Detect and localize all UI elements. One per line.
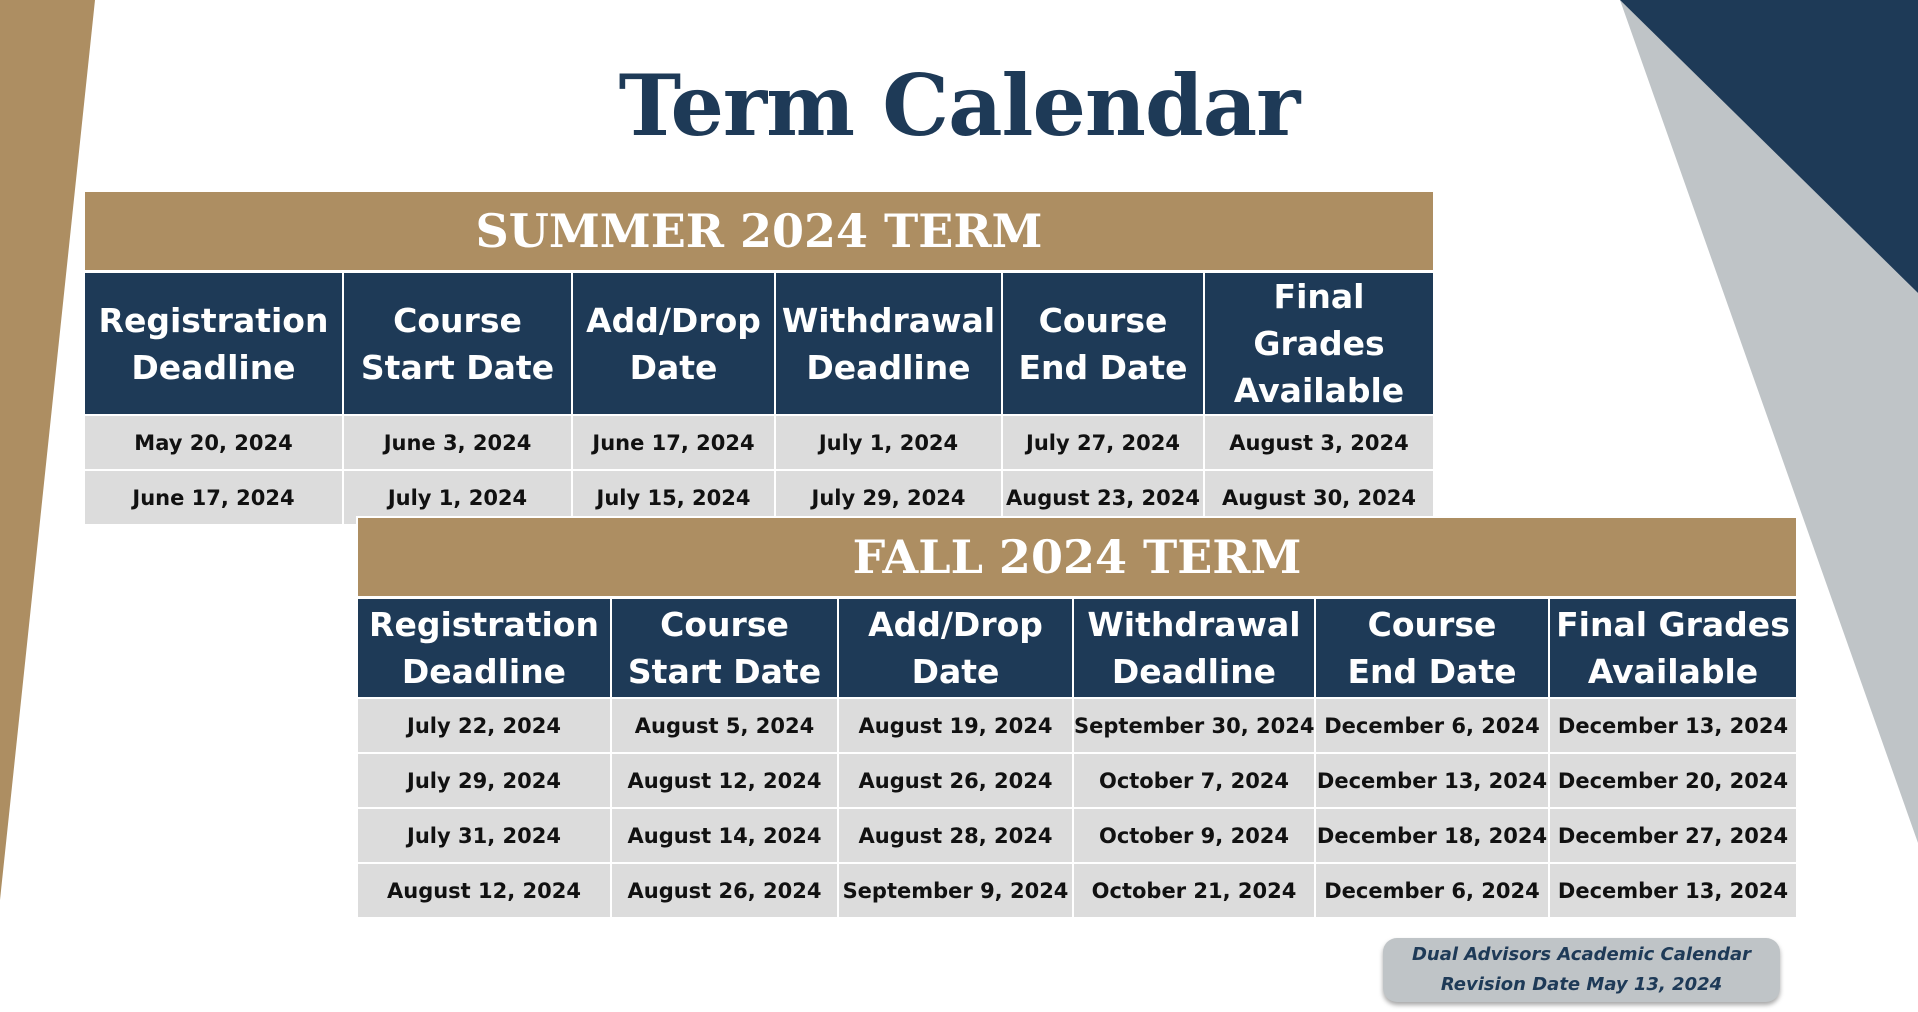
- column-header: Course End Date: [1315, 598, 1549, 699]
- date-cell: July 15, 2024: [572, 470, 775, 525]
- column-header: Course Start Date: [343, 272, 572, 416]
- date-cell: September 9, 2024: [838, 863, 1073, 918]
- fall-term-heading: FALL 2024 TERM: [357, 517, 1797, 598]
- column-header: Registration Deadline: [357, 598, 611, 699]
- table-row: [357, 863, 1797, 918]
- date-cell: August 3, 2024: [1204, 415, 1434, 470]
- date-cell: December 20, 2024: [1549, 753, 1797, 808]
- date-cell: October 7, 2024: [1073, 753, 1315, 808]
- column-header: Registration Deadline: [84, 272, 343, 416]
- column-header: Course Start Date: [611, 598, 838, 699]
- date-cell: December 27, 2024: [1549, 808, 1797, 863]
- date-cell: June 3, 2024: [343, 415, 572, 470]
- revision-note-date: Revision Date May 13, 2024: [1440, 974, 1723, 995]
- date-cell: December 13, 2024: [1549, 863, 1797, 918]
- date-cell: December 6, 2024: [1315, 698, 1549, 753]
- revision-note-title: Dual Advisors Academic Calendar: [1411, 944, 1752, 965]
- summer-term-heading: SUMMER 2024 TERM: [84, 191, 1434, 272]
- column-header: Final Grades Available: [1549, 598, 1797, 699]
- date-cell: June 17, 2024: [84, 470, 343, 525]
- date-cell: July 1, 2024: [775, 415, 1002, 470]
- date-cell: December 13, 2024: [1549, 698, 1797, 753]
- date-cell: July 31, 2024: [357, 808, 611, 863]
- column-header: Add/Drop Date: [572, 272, 775, 416]
- date-cell: August 26, 2024: [611, 863, 838, 918]
- date-cell: May 20, 2024: [84, 415, 343, 470]
- date-cell: December 13, 2024: [1315, 753, 1549, 808]
- date-cell: August 23, 2024: [1002, 470, 1204, 525]
- table-row: [84, 415, 1434, 470]
- date-cell: September 30, 2024: [1073, 698, 1315, 753]
- column-header: Withdrawal Deadline: [775, 272, 1002, 416]
- summer-term-table: [83, 190, 1435, 526]
- column-header: Withdrawal Deadline: [1073, 598, 1315, 699]
- date-cell: July 29, 2024: [357, 753, 611, 808]
- date-cell: June 17, 2024: [572, 415, 775, 470]
- revision-note: [1383, 938, 1780, 1002]
- date-cell: August 5, 2024: [611, 698, 838, 753]
- page-title: Term Calendar: [618, 56, 1300, 155]
- date-cell: October 9, 2024: [1073, 808, 1315, 863]
- date-cell: August 12, 2024: [611, 753, 838, 808]
- date-cell: August 28, 2024: [838, 808, 1073, 863]
- fall-term-table: [356, 516, 1798, 919]
- date-cell: August 26, 2024: [838, 753, 1073, 808]
- date-cell: December 18, 2024: [1315, 808, 1549, 863]
- date-cell: July 27, 2024: [1002, 415, 1204, 470]
- table-row: [357, 808, 1797, 863]
- table-row: [357, 753, 1797, 808]
- date-cell: August 30, 2024: [1204, 470, 1434, 525]
- table-row: [357, 698, 1797, 753]
- date-cell: August 19, 2024: [838, 698, 1073, 753]
- date-cell: July 1, 2024: [343, 470, 572, 525]
- date-cell: August 14, 2024: [611, 808, 838, 863]
- date-cell: October 21, 2024: [1073, 863, 1315, 918]
- date-cell: December 6, 2024: [1315, 863, 1549, 918]
- date-cell: July 22, 2024: [357, 698, 611, 753]
- column-header: Final Grades Available: [1204, 272, 1434, 416]
- column-header: Course End Date: [1002, 272, 1204, 416]
- date-cell: August 12, 2024: [357, 863, 611, 918]
- date-cell: July 29, 2024: [775, 470, 1002, 525]
- column-header: Add/Drop Date: [838, 598, 1073, 699]
